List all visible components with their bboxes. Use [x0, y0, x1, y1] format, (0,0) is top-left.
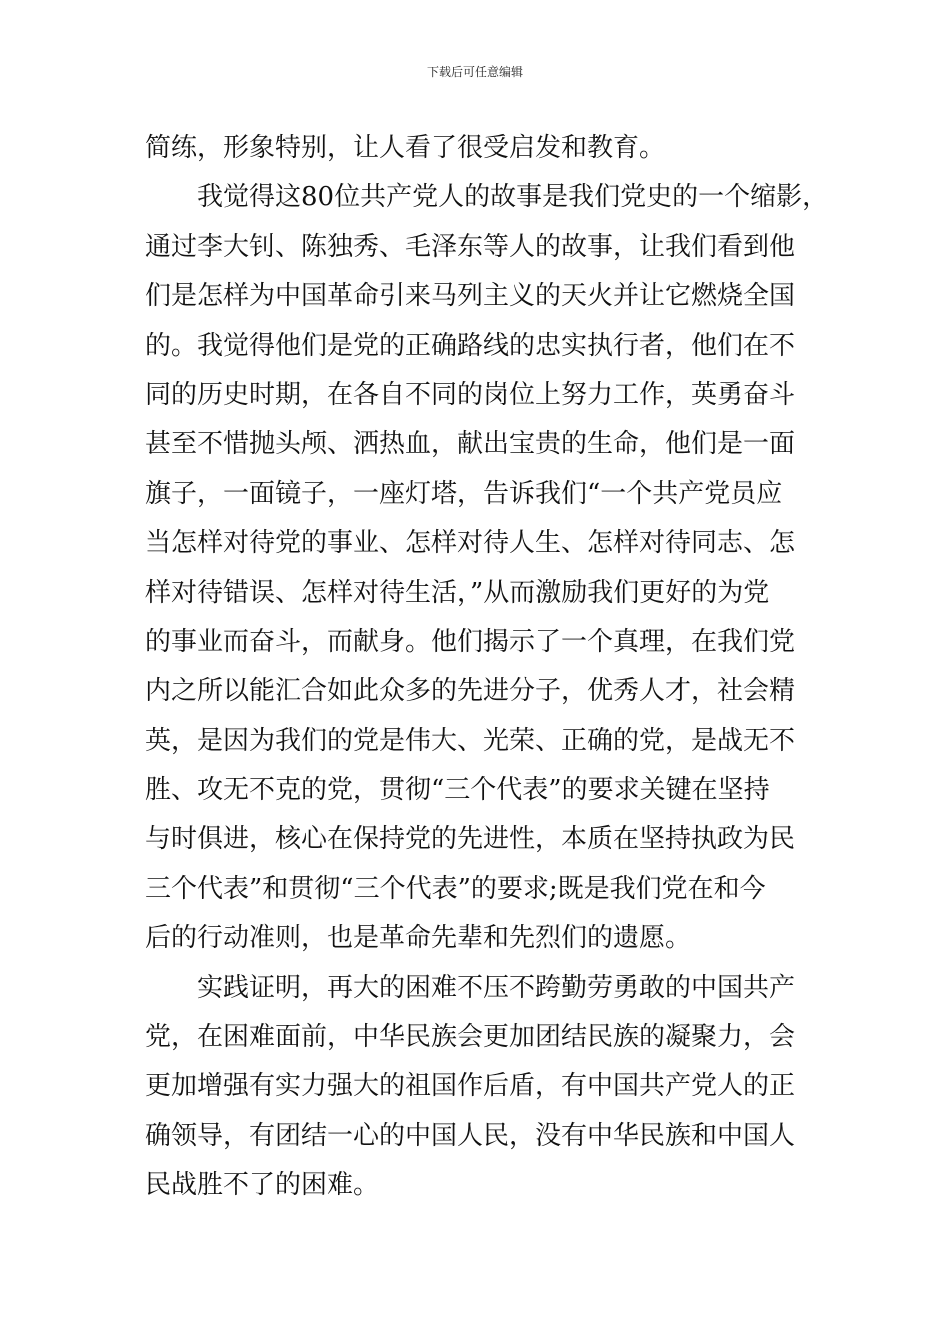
text-line: 同的历史时期，在各自不同的岗位上努力工作，英勇奋斗	[145, 379, 796, 410]
page-header: 下载后可任意编辑	[426, 65, 523, 79]
text-line: 当怎样对待党的事业、怎样对待人生、怎样对待同志、怎	[145, 528, 796, 559]
text-line: 的事业而奋斗，而献身。他们揭示了一个真理，在我们党	[145, 626, 796, 657]
text-line: 胜、攻无不克的党，贯彻“三个代表”的要求关键在坚持	[145, 775, 770, 806]
text-line: 民战胜不了的困难。	[145, 1170, 380, 1201]
text-line: 的。我觉得他们是党的正确路线的忠实执行者，他们在不	[145, 330, 796, 361]
text-line: 英，是因为我们的党是伟大、光荣、正确的党，是战无不	[145, 725, 796, 756]
text-line: 简练，形象特别，让人看了很受启发和教育。	[145, 133, 666, 163]
text-line: 样对待错误、怎样对待生活，”从而激励我们更好的为党	[145, 577, 770, 608]
text-line: 更加增强有实力强大的祖国作后盾，有中国共产党人的正	[145, 1071, 796, 1102]
text-line: 确领导，有团结一心的中国人民，没有中华民族和中国人	[145, 1120, 796, 1151]
document-body	[145, 124, 829, 1211]
text-line: 通过李大钊、陈独秀、毛泽东等人的故事，让我们看到他	[145, 231, 796, 262]
text-line: 内之所以能汇合如此众多的先进分子，优秀人才，社会精	[145, 676, 796, 707]
paragraph-start-line: 实践证明，再大的困难不压不跨勤劳勇敢的中国共产	[197, 972, 796, 1003]
text-line: 们是怎样为中国革命引来马列主义的天火并让它燃烧全国	[145, 281, 796, 312]
paragraph-start-line: 我觉得这80位共产党人的故事是我们党史的一个缩影，	[197, 182, 829, 213]
text-line: 后的行动准则，也是革命先辈和先烈们的遗愿。	[145, 923, 692, 954]
text-line: 甚至不惜抛头颅、洒热血，献出宝贵的生命，他们是一面	[145, 429, 796, 460]
text-line: 与时俱进，核心在保持党的先进性，本质在坚持执政为民	[145, 824, 796, 855]
text-line: 党，在困难面前，中华民族会更加团结民族的凝聚力，会	[145, 1022, 796, 1053]
text-line: 旗子，一面镜子，一座灯塔，告诉我们“一个共产党员应	[145, 478, 783, 509]
text-line: 三个代表”和贯彻“三个代表”的要求;既是我们党在和今	[145, 873, 766, 904]
